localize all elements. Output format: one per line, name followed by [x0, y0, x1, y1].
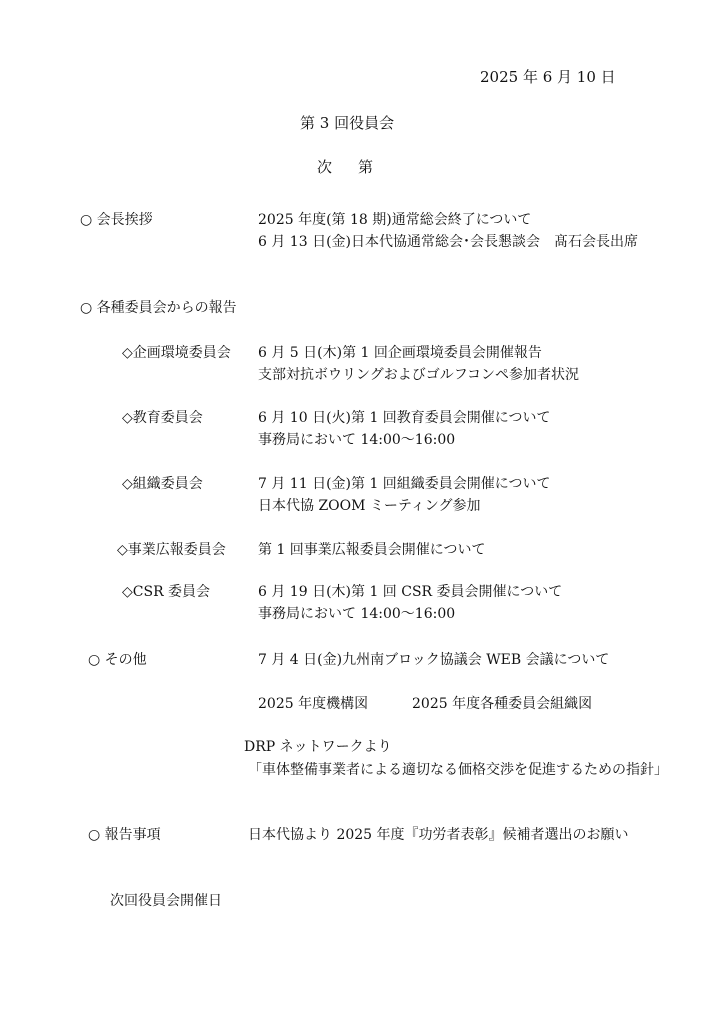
section-greeting-line: 6 月 13 日(金)日本代協通常総会･会長懇談会 髙石会長出席	[258, 234, 638, 250]
section-notices-line: 日本代協より 2025 年度『功労者表彰』候補者選出のお願い	[248, 827, 629, 843]
next-meeting-label: 次回役員会開催日	[110, 893, 222, 909]
section-other-label: ○ その他	[88, 652, 147, 668]
committee-line: 支部対抗ボウリングおよびゴルフコンペ参加者状況	[258, 367, 580, 383]
document-date: 2025 年 6 月 10 日	[480, 68, 616, 86]
committee-line: 7 月 11 日(金)第 1 回組織委員会開催について	[258, 476, 551, 492]
committee-label: ◇組織委員会	[122, 476, 203, 492]
section-greeting-label: ○ 会長挨拶	[80, 212, 153, 228]
section-other-line: 2025 年度各種委員会組織図	[412, 696, 593, 712]
committee-line: 第 1 回事業広報委員会開催について	[258, 542, 486, 558]
section-reports-label: ○ 各種委員会からの報告	[80, 300, 237, 316]
committee-label: ◇教育委員会	[122, 410, 203, 426]
committee-line: 6 月 5 日(木)第 1 回企画環境委員会開催報告	[258, 345, 542, 361]
committee-line: 6 月 10 日(火)第 1 回教育委員会開催について	[258, 410, 551, 426]
committee-line: 事務局において 14:00～16:00	[258, 606, 456, 622]
committee-label: ◇企画環境委員会	[122, 345, 231, 361]
section-other-line: 7 月 4 日(金)九州南ブロック協議会 WEB 会議について	[258, 652, 610, 668]
committee-line: 6 月 19 日(木)第 1 回 CSR 委員会開催について	[258, 584, 563, 600]
section-other-line: 「車体整備事業者による適切なる価格交渉を促進するための指針」	[248, 762, 668, 778]
committee-label: ◇CSR 委員会	[122, 584, 211, 600]
section-notices-label: ○ 報告事項	[88, 827, 161, 843]
document-title: 第 3 回役員会	[300, 114, 395, 132]
section-greeting-line: 2025 年度(第 18 期)通常総会終了について	[258, 212, 532, 228]
committee-label: ◇事業広報委員会	[117, 542, 226, 558]
section-other-line: 2025 年度機構図	[258, 696, 369, 712]
section-other-line: DRP ネットワークより	[244, 739, 392, 755]
committee-line: 事務局において 14:00～16:00	[258, 432, 456, 448]
committee-line: 日本代協 ZOOM ミーティング参加	[258, 498, 481, 514]
document-subtitle: 次第	[317, 158, 400, 176]
